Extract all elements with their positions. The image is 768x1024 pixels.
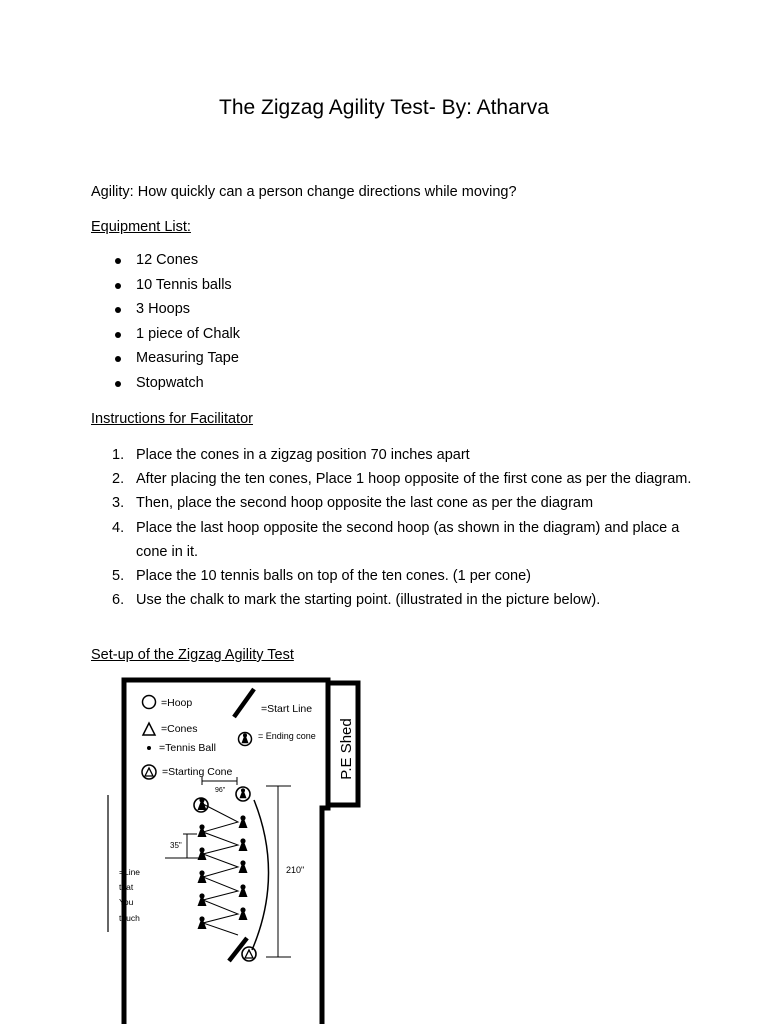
length-label: 210" [286, 865, 305, 875]
hoop-legend-icon [143, 696, 156, 709]
start-line-legend-icon [234, 689, 254, 717]
agility-definition: Agility: How quickly can a person change directions while moving? [91, 184, 517, 200]
line-label-4: touch [119, 913, 140, 923]
ending-cone-legend-cone [241, 733, 248, 743]
cone [239, 838, 248, 851]
list-item: 1 piece of Chalk [112, 326, 240, 351]
gap-label: 35" [170, 841, 182, 850]
list-item: Measuring Tape [112, 350, 240, 375]
list-item: 10 Tennis balls [112, 277, 240, 302]
legend-ending-cone: = Ending cone [258, 731, 316, 741]
list-item: 3 Hoops [112, 301, 240, 326]
cone [239, 860, 248, 873]
cone [198, 824, 207, 837]
list-item: 12 Cones [112, 252, 240, 277]
line-label-2: that [119, 882, 134, 892]
list-item: 1. Place the cones in a zigzag position 70 inches apart [112, 447, 470, 463]
equipment-list [112, 252, 240, 400]
bullet-icon [115, 356, 121, 362]
bullet-icon [115, 381, 121, 387]
instructions-heading: Instructions for Facilitator [91, 411, 253, 427]
list-item: Stopwatch [112, 375, 240, 400]
starting-cone-legend-triangle [145, 768, 153, 776]
setup-diagram [0, 670, 768, 1024]
instructions-list [112, 443, 696, 612]
list-item: 2. After placing the ten cones, Place 1 hoop opposite of the first cone as per the diagram. [112, 471, 692, 488]
line-label-3: You [119, 897, 134, 907]
page-title: The Zigzag Agility Test- By: Atharva [219, 96, 549, 119]
ending-cone [239, 788, 246, 798]
legend-starting-cone: =Starting Cone [162, 766, 233, 778]
width-label: 96" [215, 787, 226, 794]
equipment-heading: Equipment List: [91, 219, 191, 235]
bullet-icon [115, 283, 121, 289]
setup-heading: Set-up of the Zigzag Agility Test [91, 647, 294, 663]
bullet-icon [115, 332, 121, 338]
legend-cones: =Cones [161, 723, 198, 735]
list-item: 6. Use the chalk to mark the starting point. (illustrated in the picture below). [112, 592, 601, 609]
curved-path [252, 800, 269, 950]
legend-start-line: =Start Line [261, 703, 313, 715]
starting-cone [245, 950, 253, 958]
legend-tennis-ball: =Tennis Ball [159, 742, 216, 754]
cone [239, 884, 248, 897]
tennis-ball-legend-icon [147, 746, 151, 750]
zigzag-path [203, 804, 238, 935]
list-item: 3. Then, place the second hoop opposite the last cone as per the diagram [112, 495, 594, 512]
cone [239, 907, 248, 920]
bullet-icon [115, 258, 121, 264]
bullet-icon [115, 307, 121, 313]
list-item: 5. Place the 10 tennis balls on top of the ten cones. (1 per cone) [112, 568, 531, 585]
legend-hoop: =Hoop [161, 697, 193, 709]
line-label-1: =Line [119, 867, 141, 877]
pe-shed-label: P.E Shed [338, 718, 355, 780]
list-item: 4. Place the last hoop opposite the second hoop (as shown in the diagram) and place a cone in it. [112, 519, 680, 560]
cone-legend-icon [143, 723, 155, 735]
cone [239, 815, 248, 828]
